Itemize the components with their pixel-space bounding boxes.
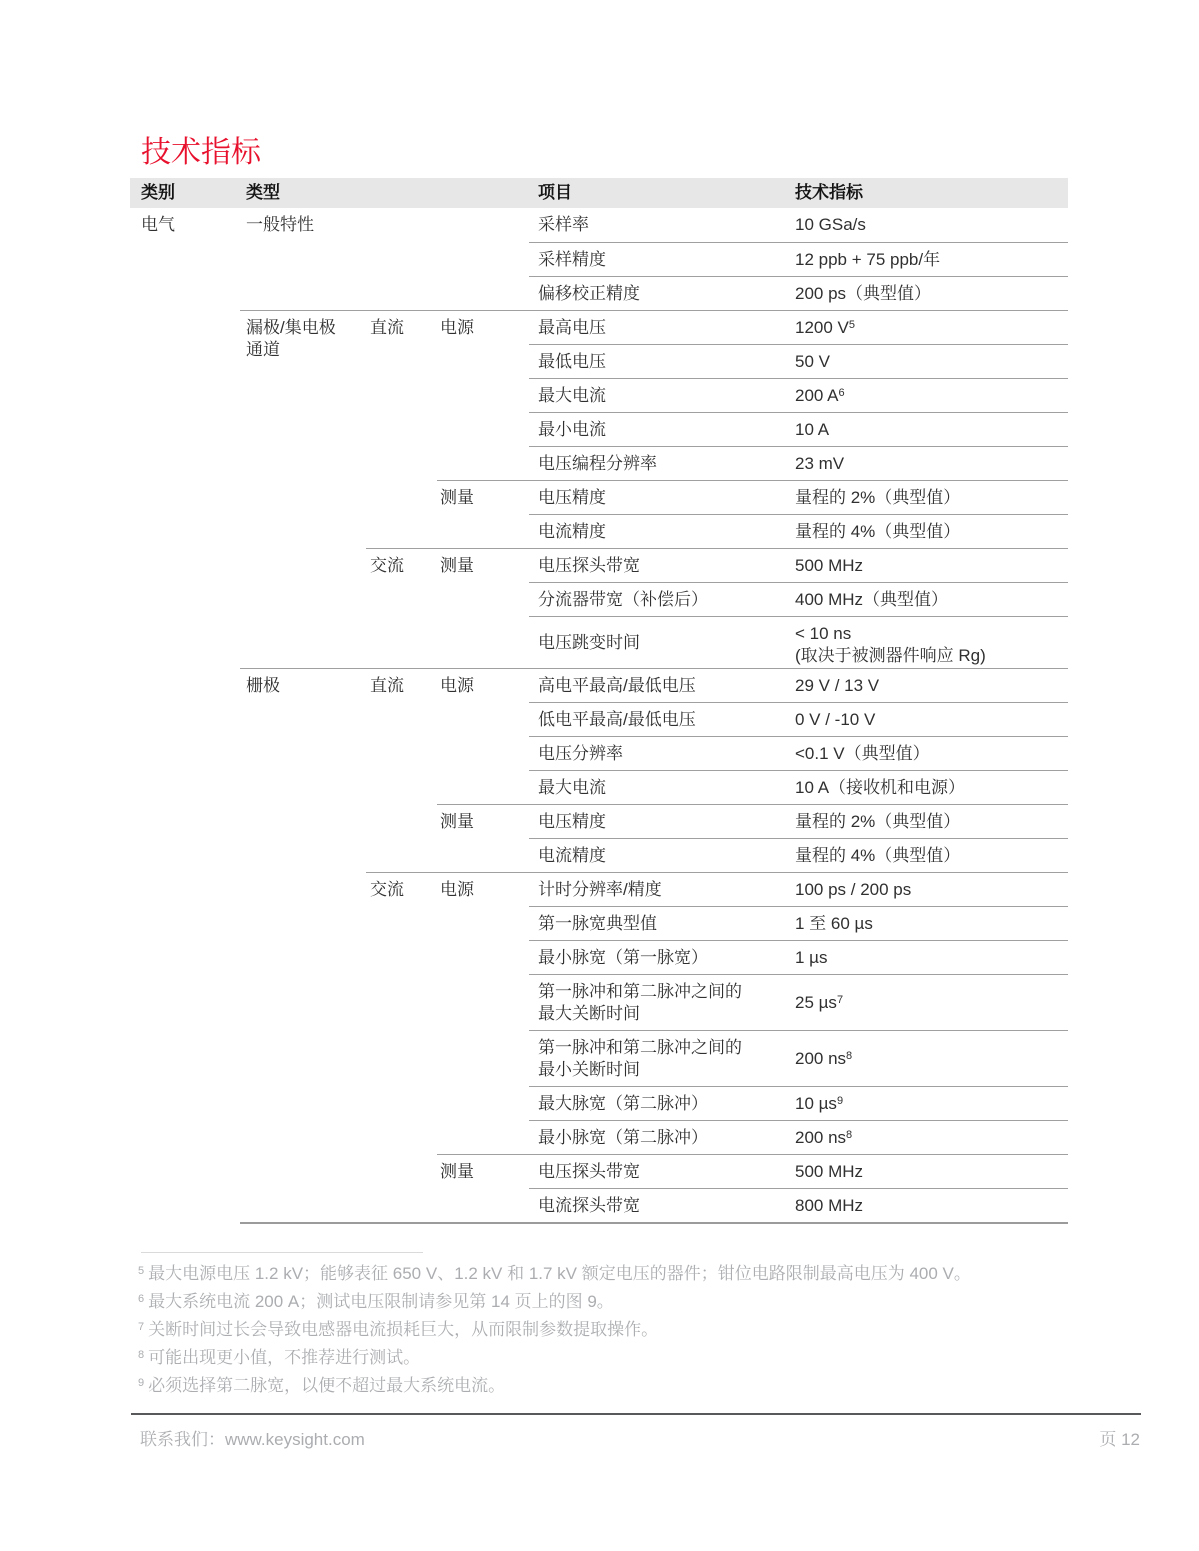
cell-ac-dc <box>366 378 437 412</box>
footnote-divider <box>141 1252 423 1253</box>
cell-type <box>240 276 366 310</box>
cell-spec: 1 至 60 µs <box>795 906 1068 940</box>
cell-category <box>130 480 240 514</box>
footnote-ref: 6 <box>838 387 845 399</box>
table-row <box>130 310 1068 359</box>
cell-ac-dc <box>366 1086 437 1120</box>
cell-type <box>240 1086 366 1120</box>
cell-category <box>130 276 240 310</box>
cell-spec: 10 GSa/s <box>795 215 866 234</box>
cell-source-measure <box>437 770 529 804</box>
spec-table-body <box>130 208 1068 1222</box>
cell-spec: 1200 $V^5$ <box>795 310 1068 344</box>
footnote-marker: 9 <box>138 1377 145 1389</box>
cell-ac-dc <box>366 480 437 514</box>
cell-spec: 量程的 4%（典型值） <box>795 838 1068 872</box>
cell-ac-dc <box>366 838 437 872</box>
cell-category <box>130 446 240 480</box>
cell-category <box>130 412 240 446</box>
footnote-ref: 5 <box>848 319 856 331</box>
cell-item: 电压精度 <box>529 480 795 514</box>
cell-category <box>130 1154 240 1188</box>
cell-ac-dc: 交流 <box>366 872 437 906</box>
cell-spec: 500 MHz <box>795 548 1068 582</box>
cell-type: 漏极/集电极 通道 <box>240 310 366 344</box>
cell-ac-dc <box>366 1188 437 1222</box>
cell-type <box>240 446 366 480</box>
cell-ac-dc <box>366 344 437 378</box>
cell-type: 一般特性 <box>246 215 314 234</box>
cell-item: 最高电压 <box>529 310 795 344</box>
cell-source-measure <box>437 276 529 310</box>
cell-type <box>240 1154 366 1188</box>
cell-item: 电压分辨率 <box>529 736 795 770</box>
footer-contact <box>140 1428 365 1452</box>
cell-source-measure <box>437 1120 529 1154</box>
header-item: 项目 <box>538 183 572 202</box>
cell-spec: 10 A <box>795 412 1068 446</box>
cell-item: 采样率 <box>538 215 589 234</box>
cell-spec: 0 V / -10 V <box>795 702 1068 736</box>
cell-spec: 50 V <box>795 344 1068 378</box>
cell-ac-dc <box>366 446 437 480</box>
footnote: $^5$ 最大电源电压 1.2 kV；能够表征 650 V、1.2 kV 和 1.7 kV 额定电压的器件；钳位电路限制最高电压为 400 V。 <box>138 1264 971 1283</box>
cell-source-measure: 测量 <box>437 480 529 514</box>
cell-source-measure <box>437 702 529 736</box>
table-row <box>130 1120 1068 1154</box>
cell-category <box>130 616 240 668</box>
cell-category <box>130 736 240 770</box>
cell-source-measure: 测量 <box>437 1154 529 1188</box>
cell-category <box>130 548 240 582</box>
table-row <box>130 344 1068 378</box>
cell-ac-dc <box>366 1120 437 1154</box>
cell-source-measure <box>437 208 529 242</box>
cell-item: 最小电流 <box>529 412 795 446</box>
footnote: $^9$ 必须选择第二脉宽，以便不超过最大系统电流。 <box>138 1376 506 1395</box>
table-row <box>130 804 1068 838</box>
table-row <box>130 668 1068 702</box>
cell-ac-dc <box>366 906 437 940</box>
cell-item: 采样精度 <box>529 242 795 276</box>
cell-source-measure <box>437 242 529 276</box>
cell-spec: 10 A（接收机和电源） <box>795 770 1068 804</box>
cell-category <box>130 702 240 736</box>
table-row <box>130 616 1068 668</box>
cell-item: 最大脉宽（第二脉冲） <box>529 1086 795 1120</box>
table-row <box>130 208 1068 242</box>
footnote-marker: 8 <box>138 1349 145 1361</box>
footnote: $^7$ 关断时间过长会导致电感器电流损耗巨大，从而限制参数提取操作。 <box>138 1320 659 1339</box>
table-row <box>130 872 1068 906</box>
cell-type <box>240 242 366 276</box>
cell-ac-dc <box>366 974 437 1030</box>
cell-item: 第一脉冲和第二脉冲之间的 最大关断时间 <box>529 974 795 1030</box>
cell-source-measure <box>437 974 529 1030</box>
footer <box>140 1428 1140 1452</box>
cell-type <box>240 616 366 668</box>
cell-source-measure <box>437 378 529 412</box>
cell-item: 最大电流 <box>529 378 795 412</box>
cell-source-measure <box>437 1086 529 1120</box>
cell-spec: 200 $ns^8$ <box>795 1120 1068 1154</box>
cell-category <box>130 242 240 276</box>
cell-item: 最低电压 <box>529 344 795 378</box>
cell-source-measure <box>437 906 529 940</box>
cell-source-measure <box>437 412 529 446</box>
cell-item: 电压探头带宽 <box>529 1154 795 1188</box>
cell-type <box>240 1030 366 1086</box>
cell-item: 偏移校正精度 <box>529 276 795 310</box>
table-row <box>130 736 1068 770</box>
cell-category <box>130 770 240 804</box>
cell-item: 电压编程分辨率 <box>529 446 795 480</box>
cell-category <box>130 872 240 906</box>
cell-type <box>240 702 366 736</box>
table-row <box>130 1154 1068 1188</box>
cell-ac-dc <box>366 208 437 242</box>
table-row <box>130 906 1068 940</box>
cell-ac-dc <box>366 770 437 804</box>
cell-source-measure: 测量 <box>437 548 529 582</box>
cell-item: 最小脉宽（第二脉冲） <box>529 1120 795 1154</box>
footnote-ref: 8 <box>846 1129 853 1141</box>
cell-ac-dc: 直流 <box>366 668 437 702</box>
cell-source-measure <box>437 940 529 974</box>
cell-ac-dc <box>366 940 437 974</box>
cell-item: 电流探头带宽 <box>529 1188 795 1222</box>
cell-ac-dc <box>366 1030 437 1086</box>
footnote-ref: 9 <box>836 1095 844 1107</box>
keysight-url[interactable]: www.keysight.com <box>225 1430 365 1449</box>
table-row <box>130 276 1068 310</box>
cell-source-measure <box>437 582 529 616</box>
cell-category <box>130 940 240 974</box>
cell-category <box>130 1120 240 1154</box>
footnote-marker: 7 <box>138 1321 145 1333</box>
header-spacer-1 <box>366 178 437 208</box>
cell-ac-dc <box>366 616 437 668</box>
cell-spec: 10 µs$^9$ <box>795 1086 1068 1120</box>
cell-source-measure <box>437 344 529 378</box>
cell-type <box>240 378 366 412</box>
cell-source-measure: 测量 <box>437 804 529 838</box>
cell-type <box>240 940 366 974</box>
table-row <box>130 940 1068 974</box>
cell-item: 最小脉宽（第一脉宽） <box>529 940 795 974</box>
cell-ac-dc: 交流 <box>366 548 437 582</box>
cell-ac-dc <box>366 242 437 276</box>
cell-ac-dc <box>366 736 437 770</box>
table-row <box>130 1086 1068 1120</box>
header-type: 类型 <box>246 183 280 202</box>
cell-spec: 1 µs <box>795 940 1068 974</box>
cell-type <box>240 736 366 770</box>
cell-type <box>240 344 366 378</box>
cell-item: 高电平最高/最低电压 <box>529 668 795 702</box>
cell-ac-dc <box>366 412 437 446</box>
cell-category <box>130 668 240 702</box>
cell-source-measure: 电源 <box>437 872 529 906</box>
cell-type <box>240 838 366 872</box>
cell-item: 分流器带宽（补偿后） <box>529 582 795 616</box>
cell-ac-dc <box>366 514 437 548</box>
cell-item: 电压精度 <box>529 804 795 838</box>
cell-category <box>130 378 240 412</box>
cell-type <box>240 412 366 446</box>
cell-source-measure <box>437 736 529 770</box>
page-title: 技术指标 <box>141 136 261 169</box>
cell-source-measure <box>437 1188 529 1222</box>
cell-category <box>130 344 240 378</box>
cell-category <box>130 1188 240 1222</box>
cell-item: 最大电流 <box>529 770 795 804</box>
table-row <box>130 412 1068 446</box>
cell-source-measure <box>437 616 529 668</box>
cell-source-measure <box>437 838 529 872</box>
cell-spec: 量程的 4%（典型值） <box>795 514 1068 548</box>
cell-type <box>240 872 366 906</box>
cell-item: 计时分辨率/精度 <box>529 872 795 906</box>
cell-type <box>240 804 366 838</box>
cell-spec: 29 V / 13 V <box>795 668 1068 702</box>
cell-spec: 25 µs$^7$ <box>795 974 1068 1030</box>
table-row <box>130 1030 1068 1086</box>
cell-ac-dc <box>366 702 437 736</box>
cell-item: 低电平最高/最低电压 <box>529 702 795 736</box>
cell-category <box>130 906 240 940</box>
header-spacer-2 <box>437 178 529 208</box>
cell-type <box>240 514 366 548</box>
cell-category <box>130 514 240 548</box>
cell-spec: 500 MHz <box>795 1154 1068 1188</box>
cell-ac-dc: 直流 <box>366 310 437 344</box>
cell-source-measure: 电源 <box>437 310 529 344</box>
cell-type <box>240 480 366 514</box>
spec-table <box>130 178 1068 1224</box>
cell-category <box>130 974 240 1030</box>
table-bottom-border <box>240 1222 1068 1224</box>
contact-label: 联系我们： <box>140 1430 225 1449</box>
footnote: $^8$ 可能出现更小值，不推荐进行测试。 <box>138 1348 421 1367</box>
cell-spec: 800 MHz <box>795 1188 1068 1222</box>
cell-type <box>240 1120 366 1154</box>
cell-type <box>240 1188 366 1222</box>
table-row <box>130 770 1068 804</box>
cell-type: 栅极 <box>240 668 366 702</box>
cell-spec: 23 mV <box>795 446 1068 480</box>
cell-ac-dc <box>366 582 437 616</box>
cell-category <box>130 1030 240 1086</box>
footnote-marker: 6 <box>138 1293 145 1305</box>
cell-type <box>240 770 366 804</box>
cell-item: 电流精度 <box>529 838 795 872</box>
table-row <box>130 838 1068 872</box>
cell-spec: < 10 ns (取决于被测器件响应 Rg) <box>795 616 1068 668</box>
cell-item: 第一脉冲和第二脉冲之间的 最小关断时间 <box>529 1030 795 1086</box>
table-row <box>130 582 1068 616</box>
cell-source-measure <box>437 1030 529 1086</box>
footnote: $^6$ 最大系统电流 200 A；测试电压限制请参见第 14 页上的图 9。 <box>138 1292 614 1311</box>
footnote-ref: 7 <box>836 994 844 1006</box>
cell-category <box>130 310 240 344</box>
cell-type <box>240 906 366 940</box>
cell-spec: 量程的 2%（典型值） <box>795 480 1068 514</box>
cell-spec: 12 ppb + 75 ppb/年 <box>795 242 1068 276</box>
cell-type <box>240 548 366 582</box>
cell-category <box>130 1086 240 1120</box>
cell-source-measure <box>437 514 529 548</box>
cell-item: 电流精度 <box>529 514 795 548</box>
cell-source-measure: 电源 <box>437 668 529 702</box>
cell-ac-dc <box>366 804 437 838</box>
header-spec: 技术指标 <box>795 183 863 202</box>
cell-item: 电压探头带宽 <box>529 548 795 582</box>
header-category: 类别 <box>141 183 175 202</box>
footnotes <box>138 1260 1118 1400</box>
cell-spec: 400 MHz（典型值） <box>795 582 1068 616</box>
cell-item: 第一脉宽典型值 <box>529 906 795 940</box>
cell-spec: <0.1 V（典型值） <box>795 736 1068 770</box>
table-row <box>130 378 1068 412</box>
cell-type <box>240 974 366 1030</box>
cell-item: 电压跳变时间 <box>529 616 795 668</box>
cell-category <box>130 582 240 616</box>
footer-page-number: 页 12 <box>1099 1430 1140 1449</box>
cell-ac-dc <box>366 276 437 310</box>
table-row <box>130 548 1068 582</box>
cell-spec: 100 ps / 200 ps <box>795 872 1068 906</box>
table-row <box>130 480 1068 514</box>
table-header-row <box>130 178 1068 208</box>
cell-ac-dc <box>366 1154 437 1188</box>
cell-spec: 200 $A^6$ <box>795 378 1068 412</box>
table-row <box>130 446 1068 480</box>
table-row <box>130 1188 1068 1222</box>
cell-category <box>130 804 240 838</box>
cell-spec: 量程的 2%（典型值） <box>795 804 1068 838</box>
footnote-ref: 8 <box>846 1050 853 1062</box>
table-row <box>130 242 1068 276</box>
table-row <box>130 974 1068 1030</box>
footnote-marker: 5 <box>138 1265 145 1277</box>
cell-source-measure <box>437 446 529 480</box>
cell-spec: 200 ps（典型值） <box>795 276 1068 310</box>
cell-category <box>130 838 240 872</box>
table-row <box>130 514 1068 548</box>
table-row <box>130 702 1068 736</box>
cell-category: 电气 <box>141 215 175 234</box>
footer-rule <box>131 1413 1141 1415</box>
cell-spec: 200 $ns^8$ <box>795 1030 1068 1086</box>
cell-type <box>240 582 366 616</box>
